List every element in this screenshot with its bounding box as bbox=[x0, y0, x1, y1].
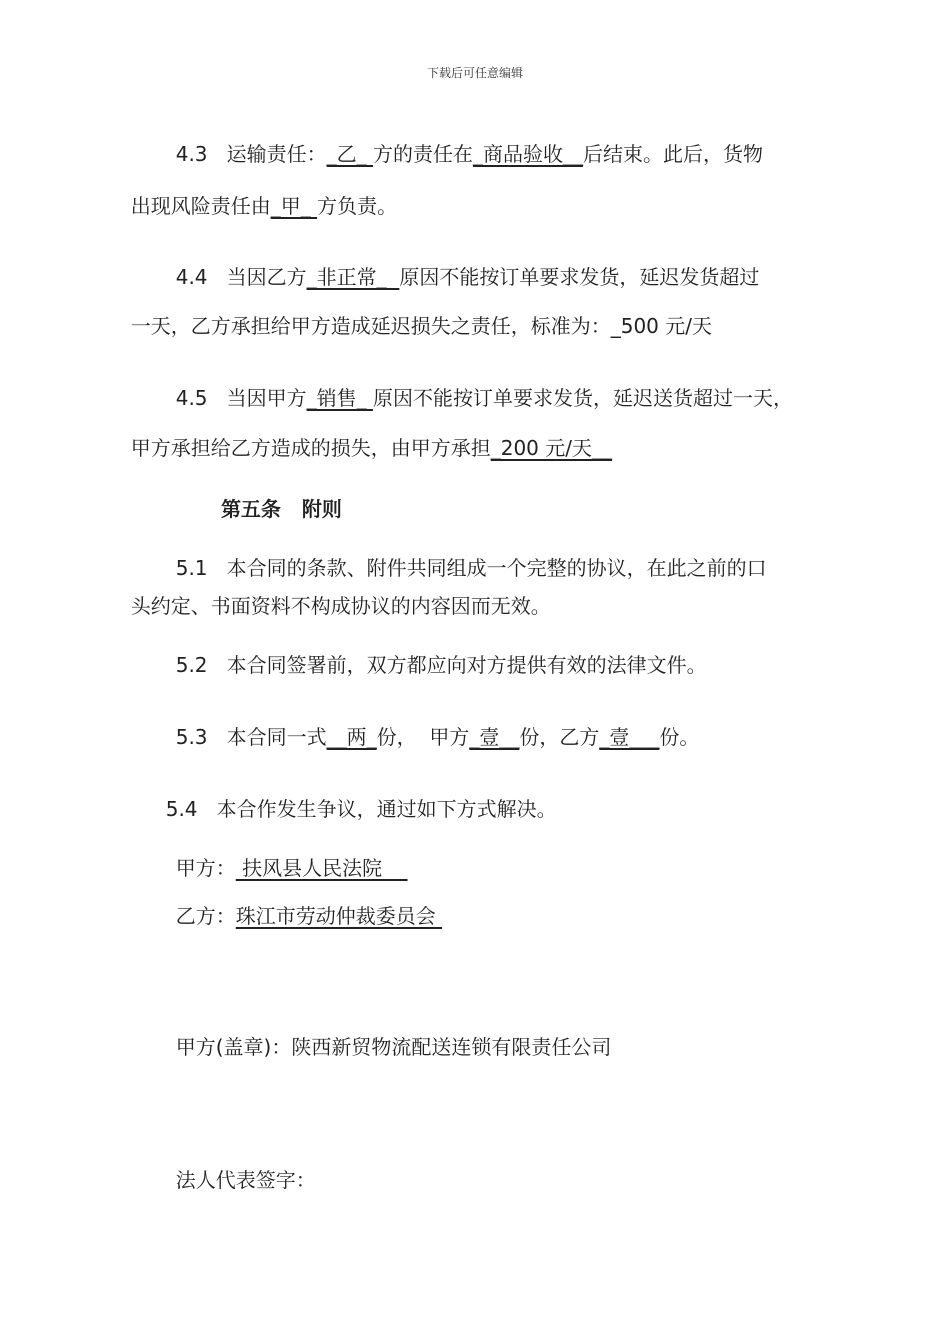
clause-number: 4.4 bbox=[175, 265, 208, 289]
clause-number: 5.4 bbox=[165, 797, 198, 821]
clause-text: 当因乙方 bbox=[226, 265, 307, 289]
responsibility-end-point: _商品验收__ bbox=[472, 142, 583, 166]
clause-number: 5.2 bbox=[175, 653, 208, 677]
clause-text: 一天，乙方承担给甲方造成延迟损失之责任，标准为： bbox=[130, 314, 611, 338]
party-a-seal bbox=[163, 1005, 611, 1061]
clause-4-4-line-1 bbox=[163, 235, 759, 291]
clause-number: 4.5 bbox=[175, 386, 208, 410]
clause-4-5-line-1 bbox=[163, 356, 793, 412]
clause-text: 出现风险责任由 bbox=[130, 194, 271, 218]
clause-5-2 bbox=[163, 623, 707, 679]
clause-number: 5.1 bbox=[175, 556, 208, 580]
clause-text: 本合同的条款、附件共同组成一个完整的协议，在此之前的口 bbox=[226, 556, 767, 580]
compensation-amount: _200 元/天__ bbox=[490, 436, 612, 460]
clause-5-1-line-2 bbox=[118, 564, 551, 620]
signature-label: 法人代表签字： bbox=[175, 1168, 316, 1192]
clause-number: 5.3 bbox=[175, 725, 208, 749]
clause-number: 4.3 bbox=[175, 142, 208, 166]
party-a-copies: _壹__ bbox=[469, 725, 520, 749]
responsible-party: _乙_ bbox=[326, 142, 373, 166]
clause-5-4 bbox=[153, 767, 557, 823]
clause-text: 方的责任在 bbox=[372, 142, 473, 166]
dispute-party-b bbox=[163, 874, 442, 930]
party-b-copies: _壹___ bbox=[599, 725, 660, 749]
clause-text: 当因甲方 bbox=[226, 386, 307, 410]
risk-party: _甲_ bbox=[270, 194, 318, 218]
page-header: 下载后可任意编辑 bbox=[426, 66, 523, 80]
clause-text: 本合作发生争议，通过如下方式解决。 bbox=[216, 797, 557, 821]
clause-5-3 bbox=[163, 695, 699, 751]
clause-text: 本合同签署前，双方都应向对方提供有效的法律文件。 bbox=[226, 653, 707, 677]
clause-text: 本合同一式 bbox=[226, 725, 327, 749]
clause-text: 头约定、书面资料不构成协议的内容因而无效。 bbox=[130, 594, 551, 618]
legal-representative-signature bbox=[163, 1138, 316, 1194]
article-5-heading bbox=[207, 467, 342, 523]
party-b-label: 乙方： bbox=[175, 904, 236, 928]
clause-4-5-line-2 bbox=[118, 406, 612, 462]
clause-text: 原因不能按订单要求发货，延迟发货超过 bbox=[399, 265, 760, 289]
clause-text: 原因不能按订单要求发货，延迟送货超过一天， bbox=[372, 386, 793, 410]
clause-text: 方负责。 bbox=[317, 194, 398, 218]
clause-4-3-line-2 bbox=[118, 164, 397, 220]
clause-text: 份。 bbox=[659, 725, 700, 749]
clause-4-3-line-1 bbox=[163, 112, 763, 168]
article-name: 附则 bbox=[301, 497, 342, 521]
seal-label: 甲方(盖章)： bbox=[175, 1035, 292, 1059]
party-b-venue: 珠江市劳动仲裁委员会 bbox=[235, 904, 443, 928]
clause-text: 后结束。此后，货物 bbox=[582, 142, 763, 166]
company-name: 陕西新贸物流配送连锁有限责任公司 bbox=[291, 1035, 612, 1059]
delay-reason: _销售_ bbox=[306, 386, 373, 410]
total-copies: __两_ bbox=[326, 725, 377, 749]
party-a-label: 甲方： bbox=[175, 856, 236, 880]
penalty-standard: _500 元/天 bbox=[610, 314, 712, 338]
delay-reason: _非正常_ bbox=[306, 265, 400, 289]
party-a-venue: 扶风县人民法院 bbox=[235, 856, 408, 880]
clause-4-4-line-2 bbox=[118, 284, 712, 340]
article-title: 第五条 bbox=[220, 497, 281, 521]
clause-text: 份，乙方 bbox=[519, 725, 600, 749]
clause-text: 甲方承担给乙方造成的损失，由甲方承担 bbox=[130, 436, 491, 460]
clause-text: 运输责任： bbox=[226, 142, 327, 166]
clause-text: 份， 甲方 bbox=[376, 725, 470, 749]
